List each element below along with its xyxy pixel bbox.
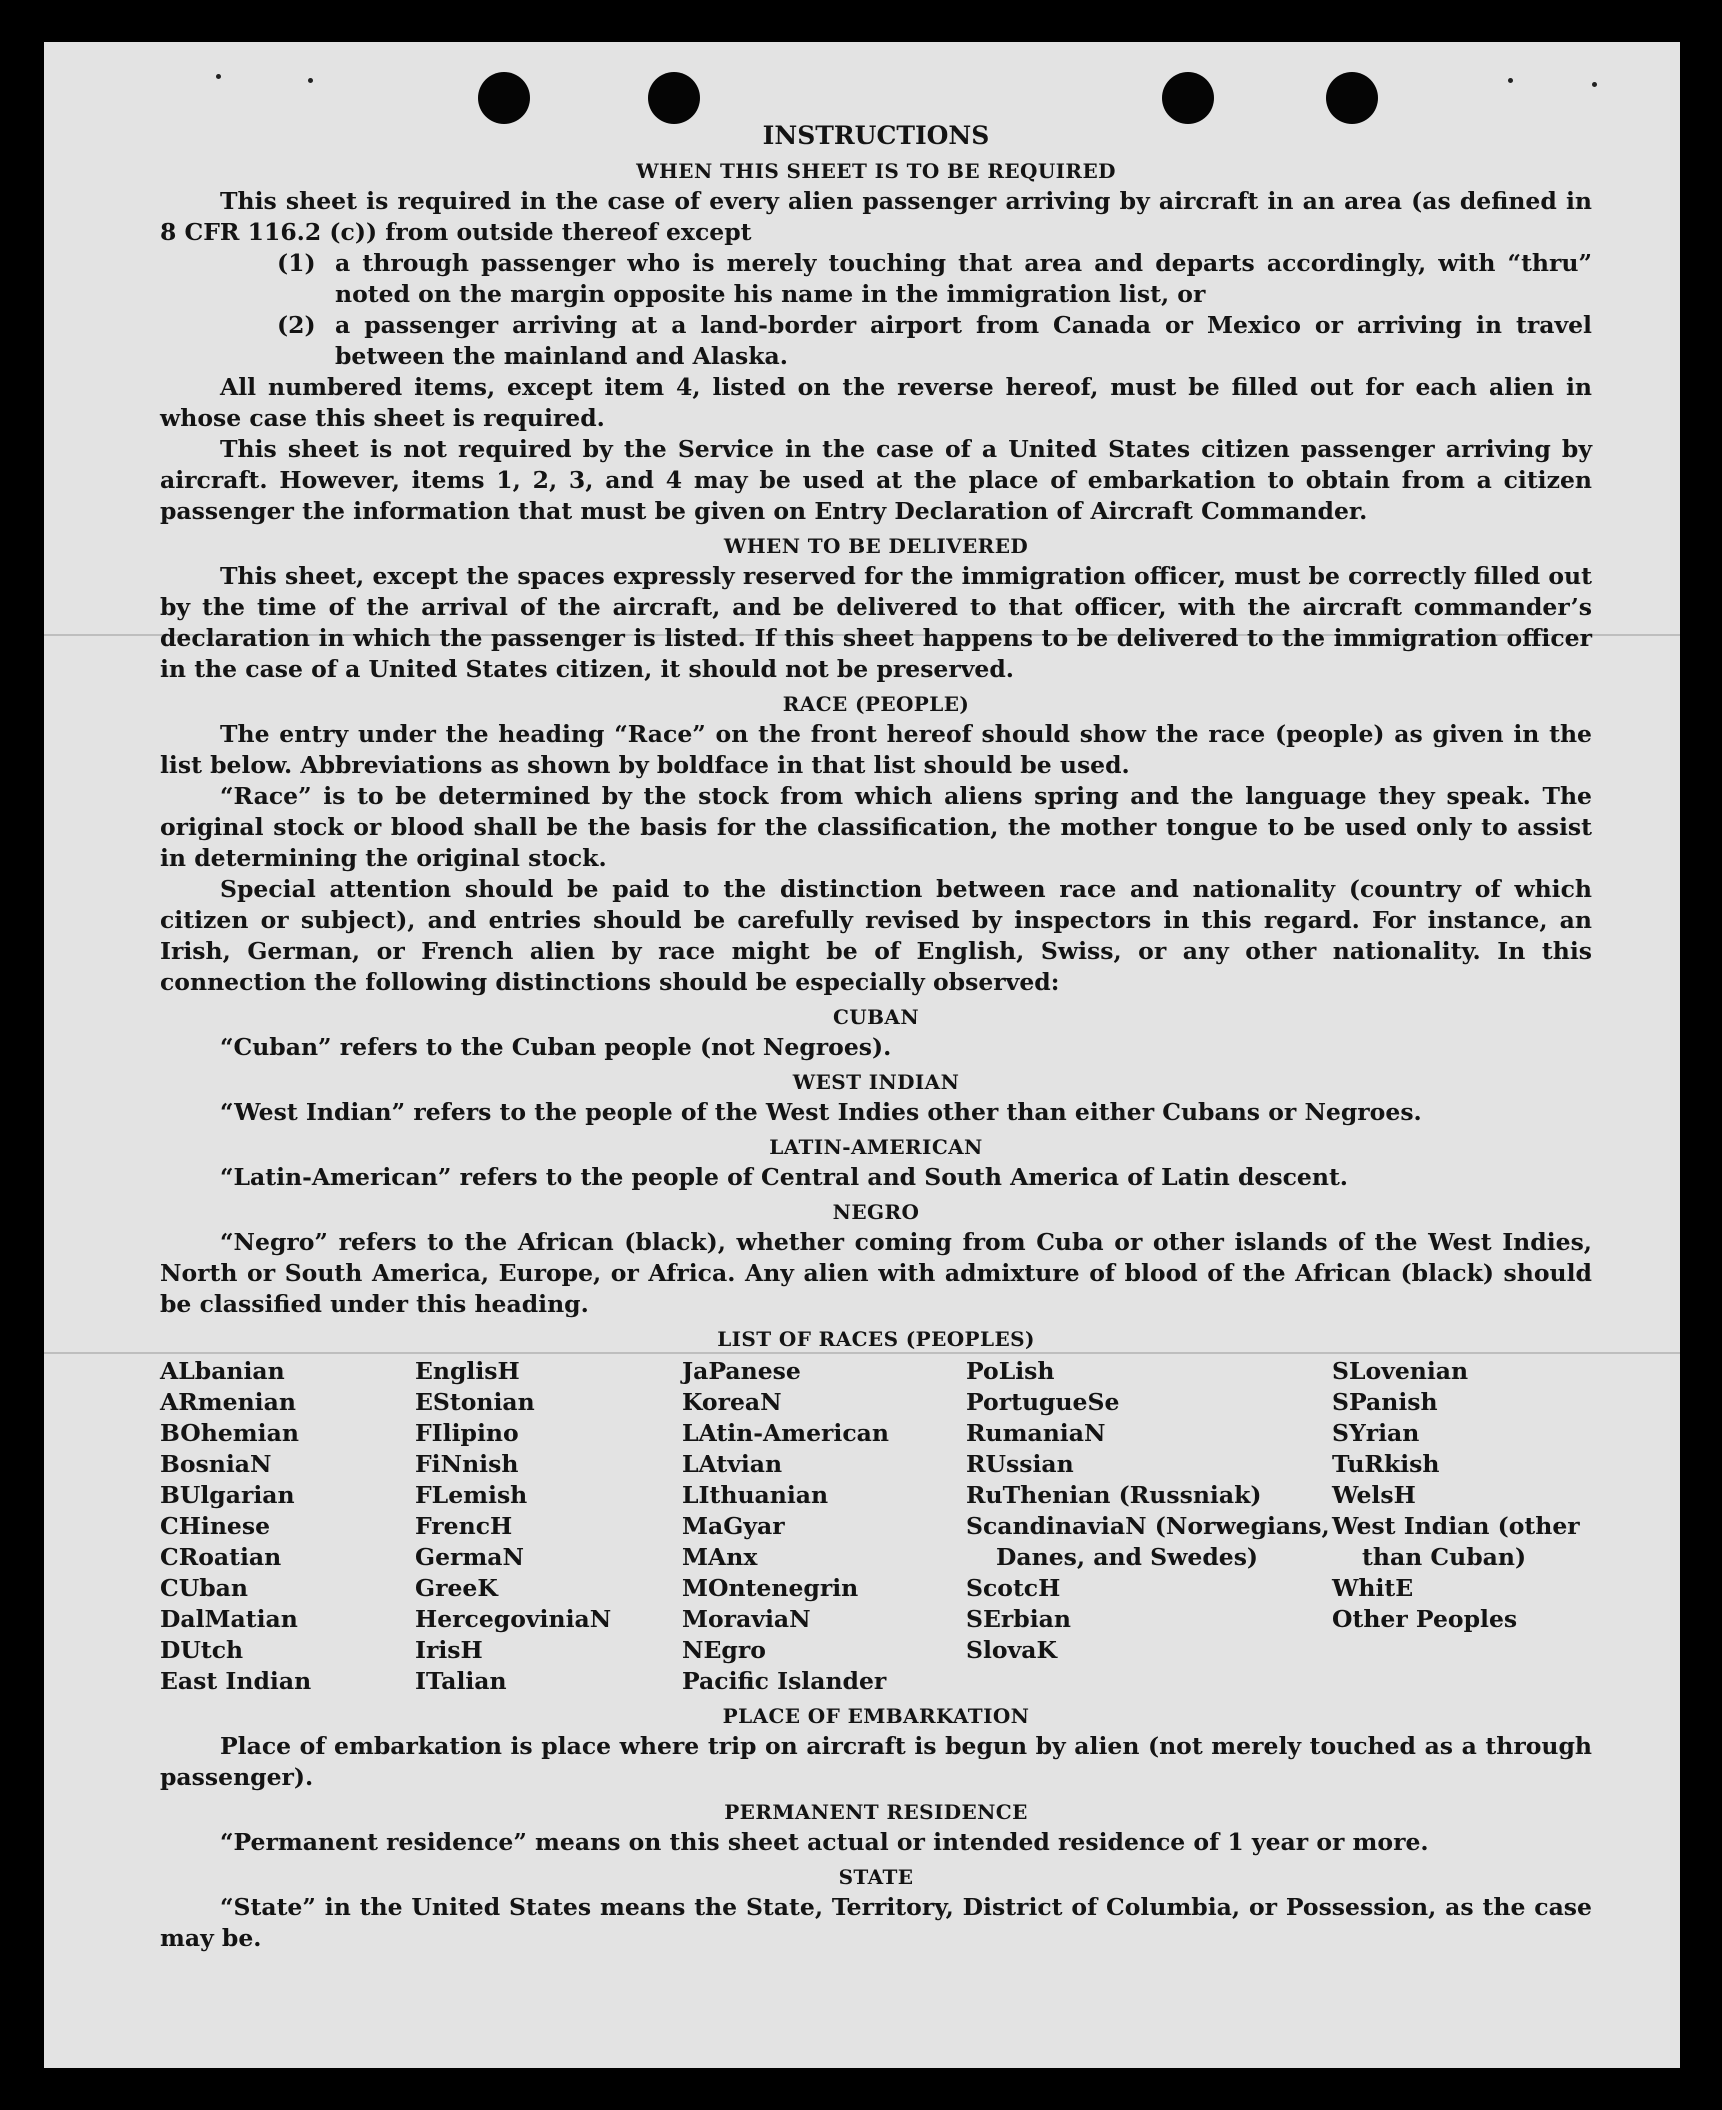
race-entry: NEgro — [682, 1636, 766, 1664]
race-entry: DalMatian — [160, 1605, 298, 1633]
punch-hole — [478, 72, 530, 124]
list-item — [277, 310, 1592, 372]
list-item — [277, 248, 1592, 310]
race-entry: LAtin-American — [682, 1419, 889, 1447]
heading-west-indian: WEST INDIAN — [792, 1070, 960, 1094]
paragraph: Special attention should be paid to the distinction between race and nationality (country of which citizen or subject), and entries should be carefully revised by inspectors in this regard. For instance, an Irish, German, or French alien by race might be of English, Swiss, or any other nationality. In this connection the following distinctions should be especially observed: — [160, 875, 1592, 996]
item-number: (1) — [277, 249, 316, 277]
race-entry: CHinese — [160, 1512, 271, 1540]
heading-state: STATE — [838, 1865, 914, 1889]
race-entry: ITalian — [415, 1667, 507, 1695]
races-column — [415, 1356, 682, 1697]
race-entry: SPanish — [1332, 1388, 1438, 1416]
paragraph: This sheet is not required by the Service in the case of a United States citizen passenger arriving by aircraft. However, items 1, 2, 3, and 4 may be used at the place of embarkation to obtain from a citizen passenger the information that must be given on Entry Declaration of Aircraft Commander. — [160, 435, 1592, 525]
race-entry: EStonian — [415, 1388, 535, 1416]
race-entry: JaPanese — [682, 1357, 801, 1385]
race-entry: EnglisH — [415, 1357, 520, 1385]
race-entry: Pacific Islander — [682, 1667, 887, 1695]
document-sheet — [44, 42, 1680, 2068]
race-entry: RUssian — [966, 1450, 1074, 1478]
race-entry: FiNnish — [415, 1450, 519, 1478]
speck — [1592, 82, 1597, 87]
paragraph: The entry under the heading “Race” on the front hereof should show the race (people) as given in the list below. Abbreviations as shown by boldface in that list should be used. — [160, 720, 1592, 779]
paragraph: “Cuban” refers to the Cuban people (not Negroes). — [220, 1033, 892, 1061]
punch-hole — [1326, 72, 1378, 124]
race-entry: BOhemian — [160, 1419, 299, 1447]
race-entry: LAtvian — [682, 1450, 783, 1478]
races-table — [160, 1356, 1592, 1697]
heading-required: WHEN THIS SHEET IS TO BE REQUIRED — [636, 159, 1116, 183]
item-text: a passenger arriving at a land-border airport from Canada or Mexico or arriving in travel between the mainland and Alaska. — [335, 311, 1592, 370]
race-entry: Other Peoples — [1332, 1605, 1518, 1633]
race-entry: SErbian — [966, 1605, 1071, 1633]
page-title: INSTRUCTIONS — [762, 121, 990, 150]
item-number: (2) — [277, 311, 316, 339]
heading-races-list: LIST OF RACES (PEOPLES) — [717, 1327, 1035, 1351]
paragraph: “West Indian” refers to the people of the West Indies other than either Cubans or Negroes. — [220, 1098, 1422, 1126]
heading-negro: NEGRO — [832, 1200, 920, 1224]
speck — [216, 74, 221, 79]
race-entry: CUban — [160, 1574, 248, 1602]
race-entry: HercegoviniaN — [415, 1605, 612, 1633]
paragraph: “State” in the United States means the State, Territory, District of Columbia, or Possession, as the case may be. — [160, 1893, 1592, 1952]
punch-hole — [648, 72, 700, 124]
paragraph: “Race” is to be determined by the stock from which aliens spring and the language they speak. The original stock or blood shall be the basis for the classification, the mother tongue to be used only to assist in determining the original stock. — [160, 782, 1592, 872]
race-entry: PortugueSe — [966, 1388, 1120, 1416]
race-entry: FrencH — [415, 1512, 513, 1540]
paragraph: This sheet, except the spaces expressly reserved for the immigration officer, must be correctly filled out by the time of the arrival of the aircraft, and be delivered to that officer, with the aircraft commander’s declaration in which the passenger is listed. If this sheet happens to be delivered to the immigration officer in the case of a United States citizen, it should not be preserved. — [160, 562, 1592, 683]
race-entry: FLemish — [415, 1481, 528, 1509]
race-entry: RuThenian (Russniak) — [966, 1481, 1262, 1509]
race-entry: LIthuanian — [682, 1481, 829, 1509]
race-entry: GermaN — [415, 1543, 524, 1571]
race-entry: MaGyar — [682, 1512, 785, 1540]
race-entry: SYrian — [1332, 1419, 1420, 1447]
races-column — [966, 1356, 1332, 1697]
race-entry: SlovaK — [966, 1636, 1057, 1664]
race-entry: East Indian — [160, 1667, 312, 1695]
heading-latin-american: LATIN-AMERICAN — [769, 1135, 983, 1159]
race-entry: CRoatian — [160, 1543, 282, 1571]
race-entry: ARmenian — [160, 1388, 296, 1416]
race-entry: ScandinaviaN (Norwegians, Danes, and Swedes) — [966, 1512, 1330, 1571]
race-entry: SLovenian — [1332, 1357, 1469, 1385]
race-entry: BosniaN — [160, 1450, 272, 1478]
paragraph: All numbered items, except item 4, listed on the reverse hereof, must be filled out for each alien in whose case this sheet is required. — [160, 373, 1592, 432]
race-entry: WelsH — [1332, 1481, 1416, 1509]
race-entry: BUlgarian — [160, 1481, 295, 1509]
paragraph: This sheet is required in the case of every alien passenger arriving by aircraft in an area (as defined in 8 CFR 116.2 (c)) from outside thereof except — [160, 187, 1592, 246]
heading-cuban: CUBAN — [832, 1005, 920, 1029]
paragraph: Place of embarkation is place where trip on aircraft is begun by alien (not merely touched as a through passenger). — [160, 1732, 1592, 1791]
race-entry: ALbanian — [160, 1357, 285, 1385]
race-entry: KoreaN — [682, 1388, 782, 1416]
race-entry: RumaniaN — [966, 1419, 1106, 1447]
item-text: a through passenger who is merely touching that area and departs accordingly, with “thru” noted on the margin opposite his name in the immigration list, or — [335, 249, 1592, 308]
heading-residence: PERMANENT RESIDENCE — [724, 1800, 1028, 1824]
races-column — [682, 1356, 966, 1697]
heading-delivered: WHEN TO BE DELIVERED — [723, 534, 1029, 558]
race-entry: MoraviaN — [682, 1605, 811, 1633]
race-entry: IrisH — [415, 1636, 483, 1664]
paragraph: “Negro” refers to the African (black), whether coming from Cuba or other islands of the West Indies, North or South America, Europe, or Africa. Any alien with admixture of blood of the African (black) should be classified under this heading. — [160, 1228, 1592, 1318]
races-column — [1332, 1356, 1592, 1697]
speck — [308, 78, 313, 83]
heading-embarkation: PLACE OF EMBARKATION — [722, 1704, 1030, 1728]
race-entry: PoLish — [966, 1357, 1055, 1385]
race-entry: WhitE — [1332, 1574, 1414, 1602]
race-entry: FIlipino — [415, 1419, 519, 1447]
race-entry: DUtch — [160, 1636, 244, 1664]
race-entry: MAnx — [682, 1543, 758, 1571]
race-entry: GreeK — [415, 1574, 498, 1602]
heading-race: RACE (PEOPLE) — [782, 692, 970, 716]
paragraph: “Latin-American” refers to the people of Central and South America of Latin descent. — [220, 1163, 1348, 1191]
race-entry: West Indian (other than Cuban) — [1332, 1512, 1580, 1571]
speck — [1508, 78, 1513, 83]
instructions-body — [160, 120, 1592, 1954]
paragraph: “Permanent residence” means on this sheet actual or intended residence of 1 year or more. — [220, 1828, 1429, 1856]
race-entry: MOntenegrin — [682, 1574, 859, 1602]
races-column — [160, 1356, 415, 1697]
race-entry: ScotcH — [966, 1574, 1061, 1602]
race-entry: TuRkish — [1332, 1450, 1440, 1478]
punch-hole — [1162, 72, 1214, 124]
